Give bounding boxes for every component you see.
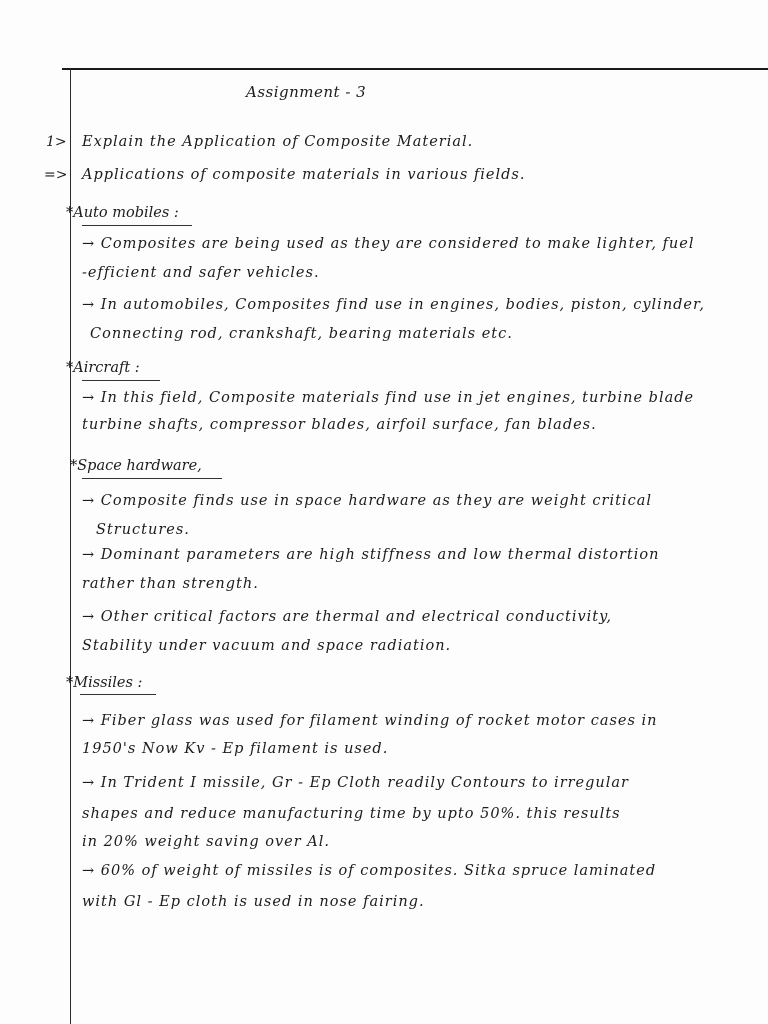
missiles-line-6: → 60% of weight of missiles is of composites. Sitka spruce laminated (82, 863, 657, 879)
heading-underline (82, 380, 160, 381)
section-heading-aircraft: *Aircraft : (66, 360, 140, 376)
missiles-line-7: with Gl - Ep cloth is used in nose fairing. (82, 894, 425, 910)
automobiles-line-3: → In automobiles, Composites find use in engines, bodies, piston, cylinder, (82, 297, 705, 313)
automobiles-line-1: → Composites are being used as they are considered to make lighter, fuel (82, 236, 695, 252)
answer-intro-text: Applications of composite materials in various fields. (82, 167, 526, 183)
aircraft-line-1: → In this field, Composite materials find use in jet engines, turbine blade (82, 390, 695, 406)
missiles-line-1: → Fiber glass was used for filament winding of rocket motor cases in (82, 713, 658, 729)
section-heading-space-hardware: *Space hardware, (70, 458, 202, 474)
question-marker: 1> (46, 134, 67, 150)
missiles-line-4: shapes and reduce manufacturing time by upto 50%. this results (82, 806, 621, 822)
space-line-1: → Composite finds use in space hardware as they are weight critical (82, 493, 652, 509)
missiles-line-2: 1950's Now Kv - Ep filament is used. (82, 741, 389, 757)
space-line-2: Structures. (96, 522, 190, 538)
space-line-4: rather than strength. (82, 576, 259, 592)
automobiles-line-4: Connecting rod, crankshaft, bearing materials etc. (90, 326, 513, 342)
space-line-5: → Other critical factors are thermal and electrical conductivity, (82, 609, 612, 625)
section-heading-missiles: *Missiles : (66, 675, 143, 691)
heading-underline (82, 225, 192, 226)
heading-underline (82, 478, 222, 479)
space-line-3: → Dominant parameters are high stiffness and low thermal distortion (82, 547, 660, 563)
missiles-line-3: → In Trident I missile, Gr - Ep Cloth readily Contours to irregular (82, 775, 629, 791)
page-title: Assignment - 3 (246, 83, 367, 101)
answer-marker: => (44, 167, 68, 183)
section-heading-automobiles: *Auto mobiles : (66, 205, 179, 221)
question-text: Explain the Application of Composite Material. (82, 134, 474, 150)
automobiles-line-2: -efficient and safer vehicles. (82, 265, 320, 281)
missiles-line-5: in 20% weight saving over Al. (82, 834, 331, 850)
heading-underline (80, 694, 156, 695)
space-line-6: Stability under vacuum and space radiation. (82, 638, 452, 654)
top-rule (62, 68, 768, 70)
aircraft-line-2: turbine shafts, compressor blades, airfoil surface, fan blades. (82, 417, 597, 433)
